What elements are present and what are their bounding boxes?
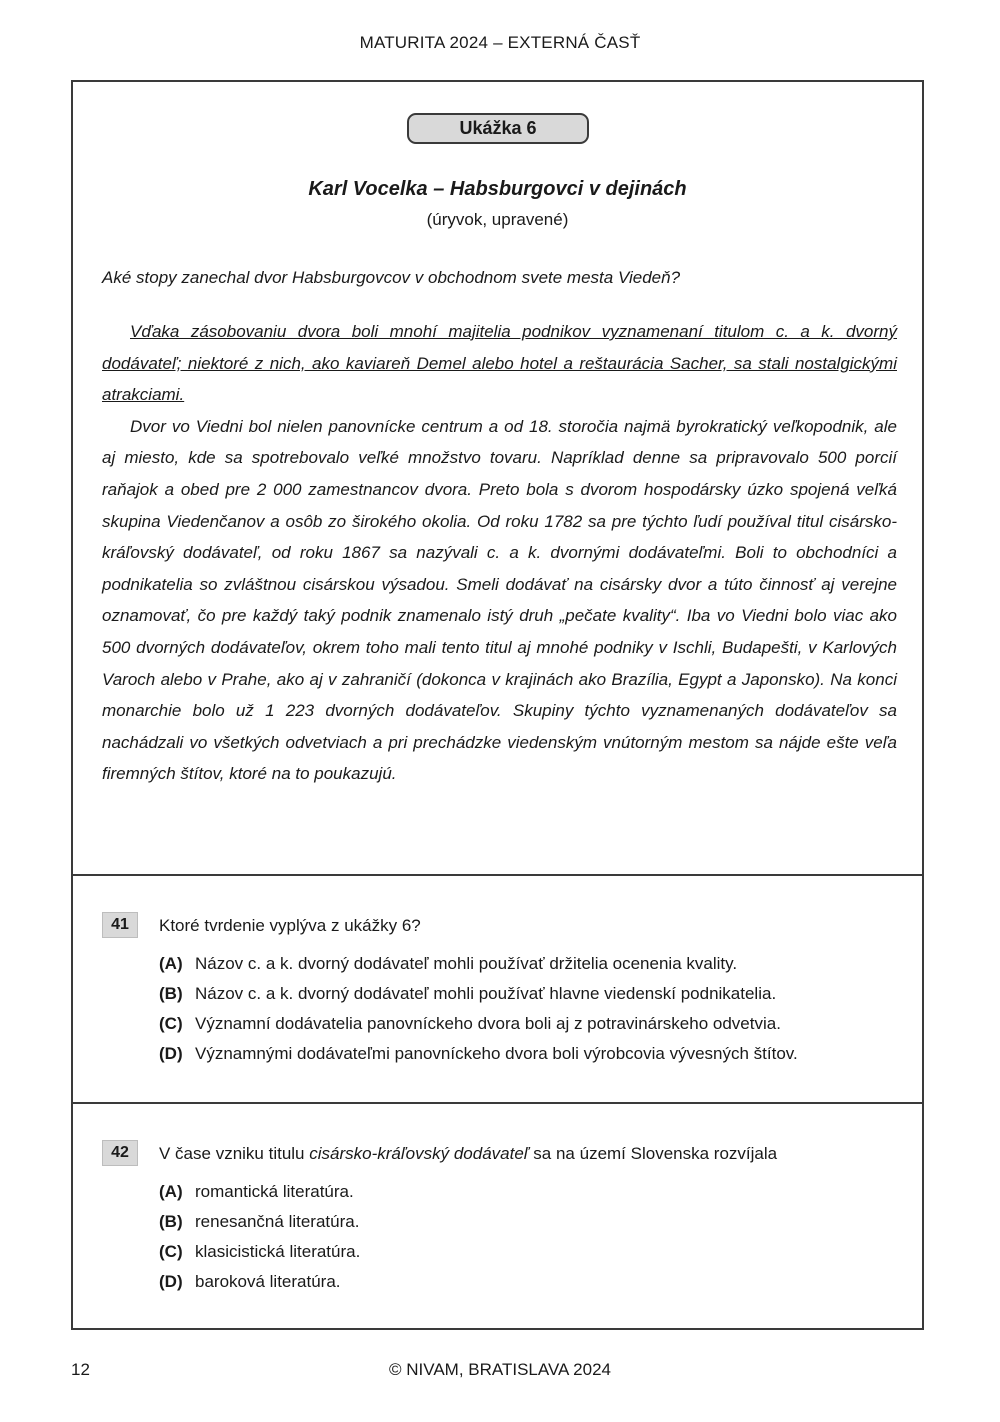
exam-frame	[71, 80, 924, 1330]
question-text: Ktoré tvrdenie vyplýva z ukážky 6?	[159, 916, 421, 935]
sample-paragraph-2: Dvor vo Viedni bol nielen panovnícke centrum a od 18. storočia najmä byrokratický veľkopodnik, ale aj miesto, kde sa spotrebovalo veľké množstvo tovaru. Napríklad denne sa pripravovalo 500 porcií raňajok a obed pre 2 000 zamestnancov dvora. Preto bola s dvorom hospodársky úzko spojená veľká skupina Viedenčanov a osôb zo širokého okolia. Od roku 1782 sa pre týchto ľudí používal titul cisársko-kráľovský dodávateľ, od roku 1867 sa nazývali c. a k. dvornými dodávateľmi. Boli to obchodníci a podnikatelia so zvláštnou cisárskou výsadou. Smeli dodávať na cisársky dvor a túto činnosť aj verejne oznamovať, čo pre každý taký podnik znamenalo istý druh „pečate kvality“. Iba vo Viedni bolo viac ako 500 dvorných dodávateľov, okrem toho mali tento titul aj mnohé podniky v Ischli, Budapešti, v Karlových Varoch alebo v Prahe, ako aj v zahraničí (dokonca v krajinách ako Brazília, Egypt a Japonsko). Na konci monarchie bolo už 1 223 dvorných dodávateľov. Skupiny týchto vyznamenaných dodávateľov sa nachádzali vo všetkých odvetviach a pri prechádzke viedenským vnútorným mestom sa nájde ešte veľa firemných štítov, ktoré na to poukazujú.	[102, 416, 897, 784]
answer-option-a[interactable]: (A) Názov c. a k. dvorný dodávateľ mohli používať držitelia ocenenia kvality.	[159, 954, 738, 973]
answer-option-d[interactable]: (D) Významnými dodávateľmi panovníckeho dvora boli výrobcovia vývesných štítov.	[159, 1044, 798, 1063]
question-42-section	[73, 1102, 922, 1328]
answer-option-d[interactable]: (D) baroková literatúra.	[159, 1272, 341, 1291]
page-header: MATURITA 2024 – EXTERNÁ ČASŤ	[359, 33, 641, 52]
sample-body	[102, 316, 897, 790]
question-text: V čase vzniku titulu cisársko-kráľovský dodávateľ sa na území Slovenska rozvíjala	[159, 1144, 778, 1163]
page-number: 12	[71, 1360, 90, 1379]
answer-option-b[interactable]: (B) Názov c. a k. dvorný dodávateľ mohli používať hlavne viedenskí podnikatelia.	[159, 984, 777, 1003]
sample-section	[73, 82, 922, 876]
work-subtitle: (úryvok, upravené)	[426, 210, 569, 229]
answer-option-c[interactable]: (C) klasicistická literatúra.	[159, 1242, 361, 1261]
sample-question: Aké stopy zanechal dvor Habsburgovcov v obchodnom svete mesta Viedeň?	[102, 268, 681, 287]
question-41-section	[73, 874, 922, 1104]
question-number: 41	[102, 912, 138, 938]
answer-option-c[interactable]: (C) Významní dodávatelia panovníckeho dvora boli aj z potravinárskeho odvetvia.	[159, 1014, 781, 1033]
sample-paragraph-1: Vďaka zásobovaniu dvora boli mnohí majitelia podnikov vyznamenaní titulom c. a k. dvorný dodávateľ; niektoré z nich, ako kaviareň Demel alebo hotel a reštaurácia Sacher, sa stali nostalgickými atrakciami.	[102, 322, 897, 405]
answer-options	[159, 949, 798, 1069]
sample-label: Ukážka 6	[407, 113, 589, 144]
footer-copyright: © NIVAM, BRATISLAVA 2024	[389, 1360, 611, 1379]
work-title: Karl Vocelka – Habsburgovci v dejinách	[308, 178, 687, 200]
answer-option-b[interactable]: (B) renesančná literatúra.	[159, 1212, 360, 1231]
question-number: 42	[102, 1140, 138, 1166]
answer-option-a[interactable]: (A) romantická literatúra.	[159, 1182, 354, 1201]
answer-options	[159, 1177, 360, 1297]
